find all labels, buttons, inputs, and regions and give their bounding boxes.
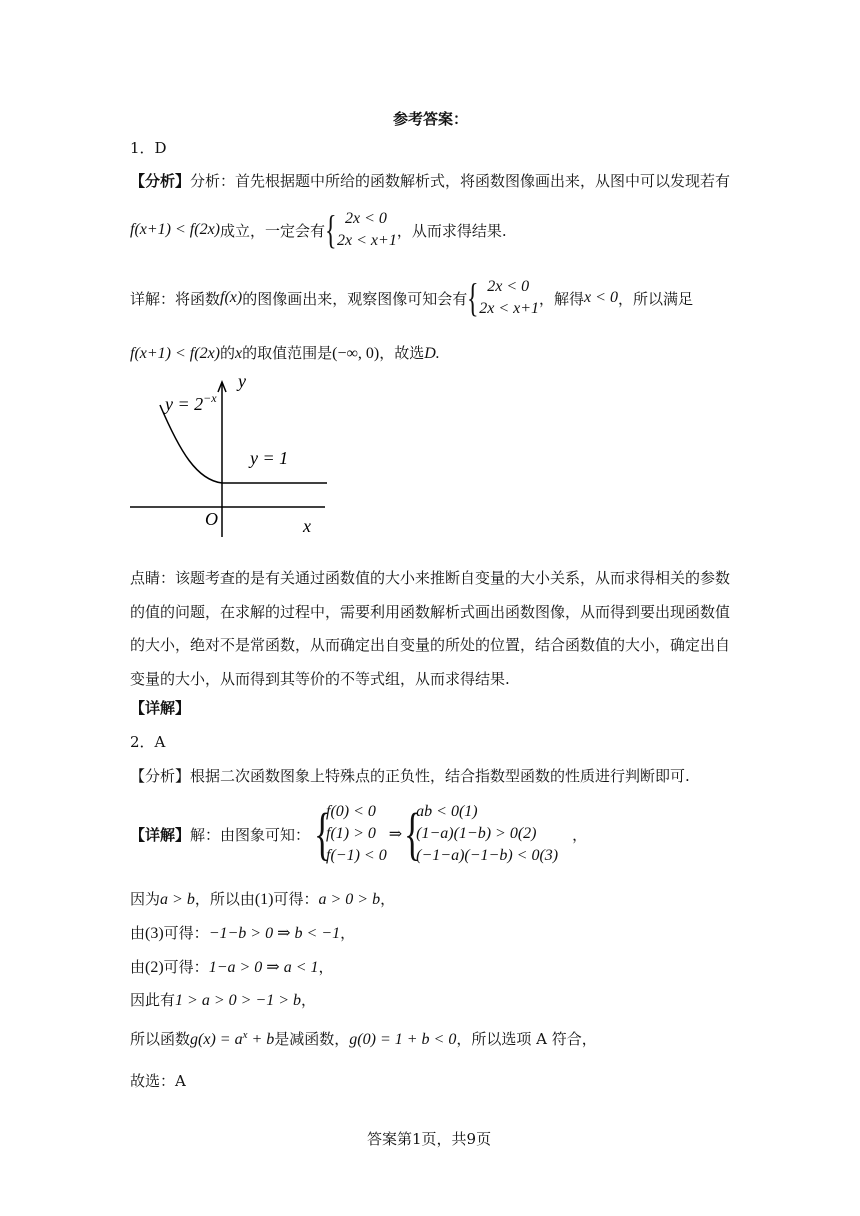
q1-analysis-line2: f(x+1) < f(2x) 成立，一定会有 { 2x < 0 2x < x+1 ，从而求得结果. <box>130 207 507 252</box>
origin-label: O <box>205 509 218 529</box>
inequality-system: { 2x < 0 2x < x+1 <box>467 275 540 320</box>
condition-system: { f(0) < 0 f(1) > 0 f(−1) < 0 <box>314 801 387 866</box>
page-title: 参考答案： <box>393 110 469 128</box>
q1-comment: 点睛：该题考查的是有关通过函数值的大小来推断自变量的大小关系，从而求得相关的参数 的值的问题，在求解的过程中，需要利用函数解析式画出函数图像，从而得到要出现函数值 的大小，绝对不是常函数，从而确定出自变量的所处的位置，结合函数值的大小，确定出自 变量的大小，从而得到其等价的不等式组，从而求得结果. <box>130 569 731 688</box>
brace-icon: { <box>325 207 337 252</box>
curve-label: $y = 2^{-x}$ <box>165 391 217 414</box>
derived-system: { ab < 0(1) (1−a)(1−b) > 0(2) (−1−a)(−1−b) < 0(3) <box>404 801 559 866</box>
q2-number: 2．A <box>130 733 166 751</box>
q1-detail-line3: f(x+1) < f(2x)的x的取值范围是(−∞, 0)，故选D. <box>130 344 440 362</box>
q1-detail-tag: 【详解】 <box>130 699 191 717</box>
q2-step-3: 由(2)可得：1−a > 0 ⇒ a < 1， <box>130 958 334 976</box>
page-footer: 答案第1页，共9页 <box>367 1130 492 1148</box>
inequality-system: { 2x < 0 2x < x+1 <box>325 207 397 252</box>
x-axis-label: x <box>303 516 311 536</box>
q2-detail-line: 【详解】 解：由图象可知： { f(0) < 0 f(1) > 0 f(−1) < 0 ⇒ { ab < 0(1) (1−a)(1−b) > 0(2) (−1−a)(−1−b) < 0(3) ， <box>130 801 588 866</box>
q2-step-2: 由(3)可得：−1−b > 0 ⇒ b < −1， <box>130 924 356 942</box>
function-graph <box>125 372 335 542</box>
q2-answer: 故选：A <box>130 1072 186 1090</box>
line-label: y = 1 <box>250 448 289 468</box>
q2-analysis: 【分析】根据二次函数图象上特殊点的正负性，结合指数型函数的性质进行判断即可. <box>130 767 690 785</box>
y-axis-label: y <box>238 372 246 391</box>
brace-icon: { <box>404 801 421 866</box>
brace-icon: { <box>467 275 479 320</box>
analysis-tag: 【分析】 <box>130 172 191 190</box>
brace-icon: { <box>314 801 331 866</box>
q2-step-4: 因此有1 > a > 0 > −1 > b， <box>130 991 317 1009</box>
q2-step-1: 因为a > b，所以由(1)可得：a > 0 > b， <box>130 890 396 908</box>
exp-curve <box>160 405 222 483</box>
q1-number: 1．D <box>130 139 167 157</box>
q1-analysis-line1: 【分析】分析：首先根据题中所给的函数解析式，将函数图像画出来，从图中可以发现若有 <box>130 172 731 190</box>
q2-function-line: 所以函数$g(x) = a^x + b$是减函数，g(0) = 1 + b < 0，所以选项 A 符合， <box>130 1029 597 1048</box>
q1-detail-line: 详解：将函数 f(x) 的图像画出来，观察图像可知会有 { 2x < 0 2x < x+1 ，解得 x < 0 ，所以满足 <box>130 275 693 320</box>
